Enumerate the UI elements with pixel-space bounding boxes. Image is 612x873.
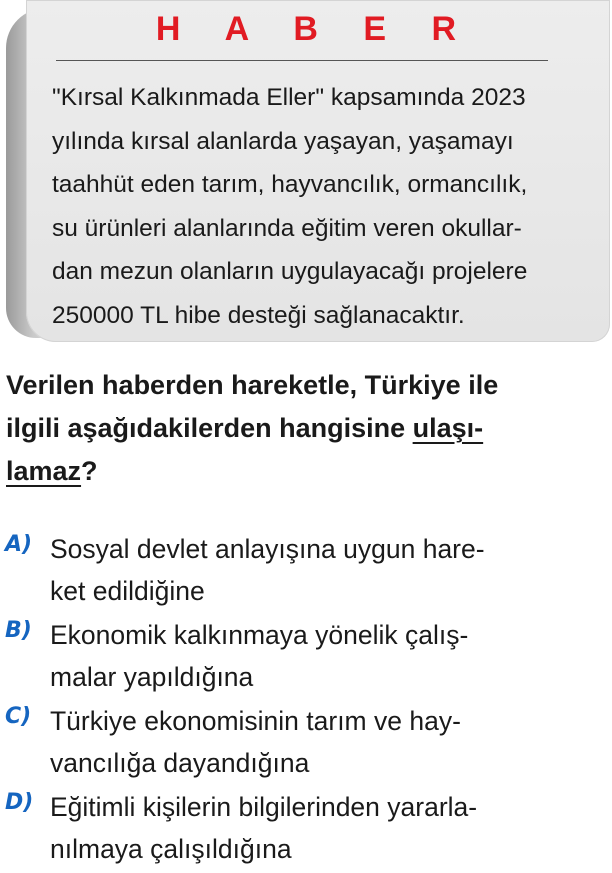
option-d[interactable] bbox=[0, 786, 612, 872]
news-clipping bbox=[0, 0, 612, 348]
news-line: taahhüt eden tarım, hayvancılık, ormancılık, bbox=[52, 171, 528, 198]
news-line: 250000 TL hibe desteği sağlanacaktır. bbox=[52, 301, 465, 329]
news-body bbox=[52, 76, 580, 337]
question-stem bbox=[6, 364, 606, 493]
news-line: "Kırsal Kalkınmada Eller" kapsamında 2023 bbox=[52, 84, 526, 111]
option-letter: C) bbox=[5, 704, 32, 729]
news-line: yılında kırsal alanlarda yaşayan, yaşamayı bbox=[52, 127, 514, 155]
option-line: ket edildiğine bbox=[50, 576, 205, 606]
option-letter: A) bbox=[5, 532, 33, 557]
option-text bbox=[50, 528, 606, 612]
option-line: nılmaya çalışıldığına bbox=[50, 834, 292, 864]
question-line bbox=[6, 450, 606, 493]
option-line: vancılığa dayandığına bbox=[50, 748, 310, 778]
question-negation-underlined: ulaşı- bbox=[412, 413, 484, 443]
news-line: su ürünleri alanlarında eğitim veren okullar- bbox=[52, 214, 522, 242]
option-letter: D) bbox=[5, 790, 34, 815]
option-text bbox=[50, 786, 606, 870]
option-line: Sosyal devlet anlayışına uygun hare- bbox=[50, 534, 485, 564]
option-a[interactable] bbox=[0, 528, 612, 614]
option-c[interactable] bbox=[0, 700, 612, 786]
news-line: dan mezun olanların uygulayacağı projelere bbox=[52, 258, 528, 285]
option-text bbox=[50, 614, 606, 698]
answer-options bbox=[0, 528, 612, 872]
option-text bbox=[50, 700, 606, 784]
question-line: Verilen haberden hareketle, Türkiye ile bbox=[6, 370, 499, 400]
news-title-divider bbox=[56, 60, 548, 61]
question-mark: ? bbox=[81, 456, 98, 486]
option-line: Ekonomik kalkınmaya yönelik çalış- bbox=[50, 620, 469, 650]
question-line bbox=[6, 407, 606, 450]
option-b[interactable] bbox=[0, 614, 612, 700]
option-line: Türkiye ekonomisinin tarım ve hay- bbox=[50, 706, 461, 736]
question-text: ilgili aşağıdakilerden hangisine bbox=[6, 413, 413, 443]
option-letter: B) bbox=[5, 618, 32, 643]
option-line: Eğitimli kişilerin bilgilerinden yararla- bbox=[50, 792, 478, 822]
news-title: H A B E R bbox=[155, 10, 475, 48]
question-negation-underlined: lamaz bbox=[6, 456, 82, 486]
option-line: malar yapıldığına bbox=[50, 662, 254, 692]
